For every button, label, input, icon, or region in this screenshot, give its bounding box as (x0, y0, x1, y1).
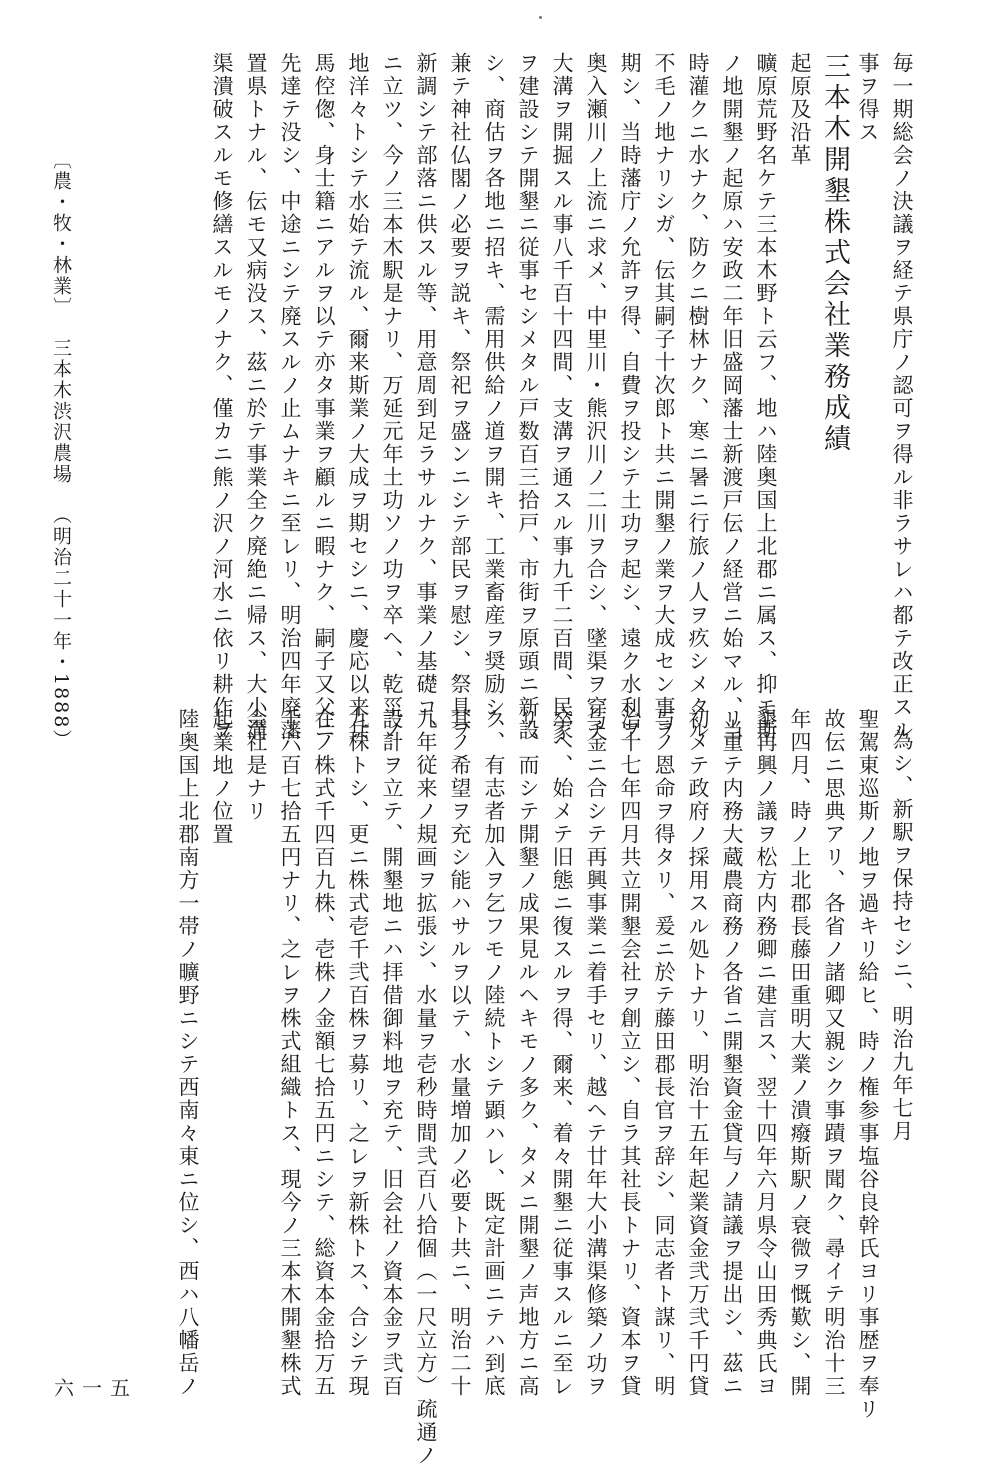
body-line: 与ノ恩命ヲ得タリ、爰ニ於テ藤田郡長官ヲ辞シ、同志者ト謀リ、明 (652, 708, 676, 1398)
body-line: 千六百七拾五円ナリ、之レヲ株式組織トス、現今ノ三本木開墾株式 (278, 708, 302, 1398)
top-section (205, 52, 919, 742)
section-heading: 起業地ノ位置 (210, 708, 234, 846)
body-line: シ、商估ヲ各地ニ招キ、需用供給ノ道ヲ開キ、工業畜産ヲ奨励シ、 (482, 52, 506, 742)
body-line: 会社是ナリ (244, 708, 268, 823)
body-line: 年四月、時ノ上北郡長藤田重明大業ノ潰癈斯駅ノ衰微ヲ慨歎シ、開 (788, 708, 812, 1398)
running-head (46, 150, 76, 750)
body-line: 渠潰破スルモ修繕スルモノナク、僅カニ熊ノ沢ノ河水ニ依リ耕作ヲ (210, 52, 234, 742)
body-line: 先達テ没シ、中途ニシテ廃スルノ止ムナキニ至レリ、明治四年廃藩 (278, 52, 302, 742)
body-line: ク、有志者加入ヲ乞フモノ陸続トシテ顕ハレ、既定計画ニテハ到底 (482, 708, 506, 1398)
body-line: 設計ヲ立テ、開墾地ニハ拝借御料地ヲ充テ、旧会社ノ資本金ヲ弐百 (380, 708, 404, 1398)
body-line: 奥入瀬川ノ上流ニ求メ、中里川・熊沢川ノ二川ヲ合シ、墜渠ヲ穿チ (584, 52, 608, 742)
section-heading: 起原及沿革 (788, 52, 812, 167)
body-line: 時灌クニ水ナク、防クニ樹林ナク、寒ニ暑ニ行旅ノ人ヲ疚シメタル (686, 52, 710, 742)
body-line: 治十七年四月共立開墾会社ヲ創立シ、自ラ其社長トナリ、資本ヲ貸 (618, 708, 642, 1398)
body-line: 墾再興ノ議ヲ松方内務卿ニ建言ス、翌十四年六月県令山田秀典氏ヨ (754, 708, 778, 1398)
body-line: 其ノ希望ヲ充シ能ハサルヲ以テ、水量増加ノ必要ト共ニ、明治二十 (448, 708, 472, 1398)
bottom-section (171, 708, 919, 1467)
body-line: 置県トナル、伝モ又病没ス、茲ニ於テ事業全ク廃絶ニ帰ス、大小溝 (244, 52, 268, 742)
body-line: 新調シテ部落ニ供スル等、用意周到足ラサルナク、事業ノ基礎コ、 (414, 52, 438, 742)
stray-mark (539, 16, 542, 19)
body-line: 陸奥国上北郡南方一帯ノ曠野ニシテ西南々東ニ位シ、西ハ八幡岳ノ (176, 708, 200, 1398)
body-line: 曠原荒野名ケテ三本木野ト云フ、地ハ陸奥国上北郡ニ属ス、抑モ斯 (754, 52, 778, 742)
body-line: 不毛ノ地ナリシガ、伝其嗣子十次郎ト共ニ開墾ノ業ヲ大成セン事ヲ (652, 52, 676, 742)
body-line: リ、而シテ開墾ノ成果見ルヘキモノ多ク、タメニ開墾ノ声地方ニ高 (516, 708, 540, 1398)
body-line: リ重テ内務大蔵農商務ノ各省ニ開墾資金貸与ノ請議ヲ提出シ、茲ニ (720, 708, 744, 1398)
running-head-source: 三本木渋沢農場 (50, 338, 72, 485)
body-line: 聖駕東巡斯ノ地ヲ過キリ給ヒ、時ノ権参事塩谷良幹氏ヨリ事歴ヲ奉リ (856, 708, 880, 1421)
intro-line: 事ヲ得ス (856, 52, 880, 144)
body-line: 九株トシ、更ニ株式壱千弐百株ヲ募リ、之レヲ新株トス、合シテ現 (346, 708, 370, 1398)
body-line: 地洋々トシテ水始テ流ル、爾来斯業ノ大成ヲ期セシニ、慶応以来兵 (346, 52, 370, 742)
body-line: 初メテ政府ノ採用スル処トナリ、明治十五年起業資金弐万弐千円貸 (686, 708, 710, 1398)
body-line: ノ地開墾ノ起原ハ安政二年旧盛岡藩士新渡戸伝ノ経営ニ始マル、当 (720, 52, 744, 742)
body-line: 期シ、当時藩庁ノ允許ヲ得、自費ヲ投シテ土功ヲ起シ、遠ク水利ヲ (618, 52, 642, 742)
body-line: 在ノ株式千四百九株、壱株ノ金額七拾五円ニシテ、総資本金拾万五 (312, 708, 336, 1398)
body-line: 馬倥偬、身士籍ニアルヲ以テ亦タ事業ヲ顧ルニ暇ナク、嗣子又父ニ (312, 52, 336, 742)
body-line: 卒ヘ、始メテ旧態ニ復スルヲ得、爾来、着々開墾ニ従事スルニ至レ (550, 708, 574, 1398)
body-line: 為シ、新駅ヲ保持セシニ、明治九年七月 (890, 729, 914, 1143)
body-line: 故伝ニ思典アリ、各省ノ諸卿又親シク事蹟ヲ聞ク、尋イテ明治十三 (822, 708, 846, 1398)
body-line: 九年従来ノ規画ヲ拡張シ、水量ヲ壱秒時間弐百八拾個（一尺立方）疏通ノ (414, 708, 438, 1467)
running-head-category: 〔農・牧・林業〕 (50, 150, 72, 318)
section-title: 三本木開墾株式会社業務成績 (819, 52, 850, 455)
body-line: ヲ建設シテ開墾ニ従事セシメタル戸数百三拾戸、市街ヲ原頭ニ新設 (516, 52, 540, 742)
body-line: 与金ニ合シテ再興事業ニ着手セリ、越ヘテ廿年大小溝渠修築ノ功ヲ (584, 708, 608, 1398)
body-line: 兼テ神社仏閣ノ必要ヲ説キ、祭祀ヲ盛ンニシテ部民ヲ慰シ、祭具ヲ (448, 52, 472, 742)
body-line: 大溝ヲ開掘スル事八千百十四間、支溝ヲ通スル事九千二百間、民家 (550, 52, 574, 742)
intro-line: 毎一期総会ノ決議ヲ経テ県庁ノ認可ヲ得ル非ラサレハ都テ改正スル (890, 52, 914, 742)
page-number: 六一五 (54, 1376, 138, 1400)
body-line: ニ立ツ、今ノ三本木駅是ナリ、万延元年土功ソノ功ヲ卒ヘ、乾坙ノ (380, 52, 404, 742)
running-head-date: （明治二十一年・1888） (50, 505, 72, 751)
